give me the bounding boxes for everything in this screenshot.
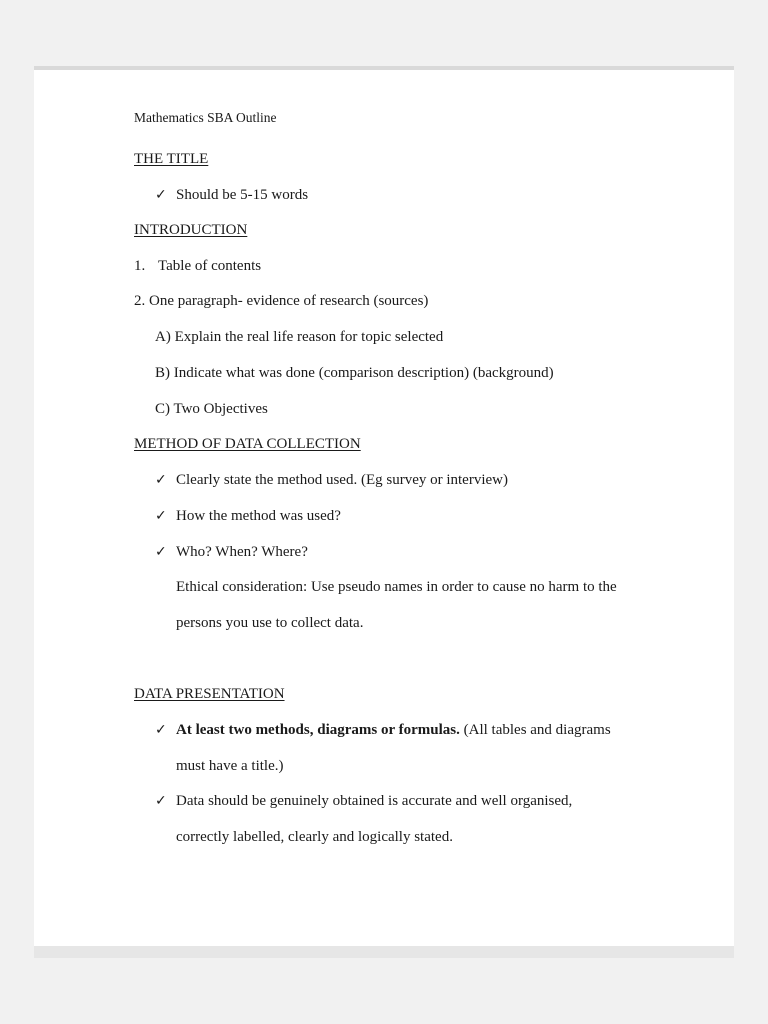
list-item: Clearly state the method used. (Eg survey or interview) — [176, 472, 508, 488]
list-item: How the method was used? — [176, 508, 341, 524]
checkmark-icon: ✓ — [155, 508, 167, 524]
section-heading-method: METHOD OF DATA COLLECTION — [134, 436, 361, 452]
checkmark-icon: ✓ — [155, 722, 167, 738]
list-item-text: (All tables and diagrams — [459, 722, 611, 738]
checkmark-icon: ✓ — [155, 544, 167, 560]
sub-item-a: A) Explain the real life reason for topic selected — [155, 329, 444, 345]
sub-item-c: C) Two Objectives — [155, 401, 268, 417]
list-item: Who? When? Where? — [176, 544, 308, 560]
list-item: Table of contents — [158, 258, 262, 274]
section-heading-presentation: DATA PRESENTATION — [134, 686, 285, 702]
section-heading-title: THE TITLE — [134, 151, 209, 167]
list-item-continuation: must have a title.) — [176, 758, 284, 774]
document-page — [34, 70, 734, 946]
list-number: 1. — [134, 258, 146, 274]
sub-item-b: B) Indicate what was done (comparison description) (background) — [155, 365, 554, 381]
ethics-note-line-1: Ethical consideration: Use pseudo names in order to cause no harm to the — [176, 579, 617, 595]
document-title: Mathematics SBA Outline — [134, 110, 277, 125]
checkmark-icon: ✓ — [155, 472, 167, 488]
bold-emphasis: At least two methods, diagrams or formulas. — [176, 722, 460, 738]
list-item: Data should be genuinely obtained is accurate and well organised, — [176, 793, 573, 809]
ethics-note-line-2: persons you use to collect data. — [176, 615, 364, 631]
section-heading-introduction: INTRODUCTION — [134, 222, 248, 238]
page-bottom-edge — [34, 946, 734, 958]
list-item: Should be 5-15 words — [176, 187, 309, 203]
list-item — [176, 721, 611, 739]
list-item: 2. One paragraph- evidence of research (sources) — [134, 293, 429, 309]
checkmark-icon: ✓ — [155, 187, 167, 203]
checkmark-icon: ✓ — [155, 793, 167, 809]
list-item-continuation: correctly labelled, clearly and logically stated. — [176, 829, 453, 845]
